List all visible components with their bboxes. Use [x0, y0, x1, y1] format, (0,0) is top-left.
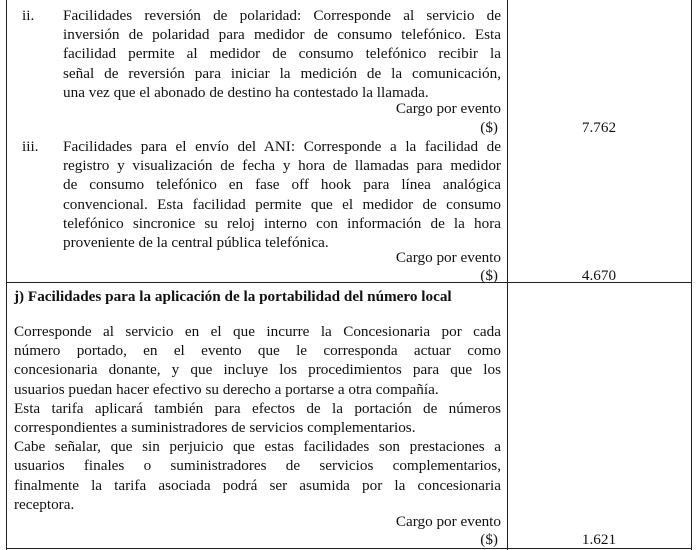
text-line: proveniente de la central pública telefónica. [63, 234, 329, 252]
section-j-value: 1.621 [581, 531, 617, 548]
text-line: usuarios puedan hacer efectivo su derecho a portarse a otra compañía. [14, 380, 439, 398]
text-line: inversión de polaridad para medidor de consumo telefónico. Esta [63, 26, 501, 44]
column-divider [507, 0, 508, 550]
table-right-border [691, 0, 692, 550]
text-line: correspondientes a suministradores de servicios complementarios. [14, 419, 416, 437]
item-iii-cargo-label: Cargo por evento [395, 249, 501, 266]
table-left-border [6, 0, 7, 550]
text-line: Facilidades reversión de polaridad: Corresponde al servicio de [63, 7, 501, 24]
text-line: Cabe señalar, que sin perjuicio que estas facilidades son prestaciones a [14, 438, 501, 456]
text-line: de consumo telefónico en fase off hook para línea analógica [63, 176, 501, 194]
text-line: una vez que el abonado de destino ha contestado la llamada. [63, 83, 429, 101]
text-line: telefónico sincronice su reloj interno con información de la hora [63, 214, 501, 232]
text-line: Corresponde al servicio en el que incurre la Concesionaria por cada [14, 323, 501, 340]
item-iii-numeral: iii. [22, 138, 39, 155]
item-iii-description [63, 137, 501, 252]
text-line: señal de reversión para iniciar la medición de la comunicación, [63, 64, 501, 82]
section-j-cargo-label: Cargo por evento [395, 513, 501, 530]
text-line: Esta tarifa aplicará también para efectos de la portación de números [14, 399, 501, 417]
item-ii-description [63, 6, 501, 102]
section-j-currency: ($) [480, 531, 498, 548]
section-j-description [14, 322, 501, 514]
text-line: Facilidades para el envío del ANI: Corresponde a la facilidad de [63, 138, 501, 155]
item-iii-currency: ($) [480, 267, 498, 284]
section-j-title: j) Facilidades para la aplicación de la portabilidad del número local [14, 288, 452, 305]
item-ii-numeral: ii. [22, 7, 35, 24]
text-line: convencional. Esta facilidad permite que el medidor de consumo [63, 195, 501, 213]
text-line: registro y visualización de fecha y hora de llamadas para medidor [63, 157, 501, 175]
text-line: concesionaria donante, y que incluye los procedimientos para que los [14, 361, 501, 379]
item-ii-value: 7.762 [581, 119, 617, 136]
text-line: receptora. [14, 495, 75, 513]
item-ii-currency: ($) [480, 119, 498, 136]
item-ii-cargo-label: Cargo por evento [395, 100, 501, 117]
text-line: finalmente la tarifa asociada podrá ser asumida por la concesionaria [14, 476, 501, 494]
text-line: número portado, en el evento que le corresponda actuar como [14, 342, 501, 360]
text-line: facilidad permite al medidor de consumo telefónico recibir la [63, 45, 501, 63]
text-line: usuarios finales o suministradores de servicios complementarios, [14, 457, 501, 475]
item-iii-value: 4.670 [581, 267, 617, 284]
